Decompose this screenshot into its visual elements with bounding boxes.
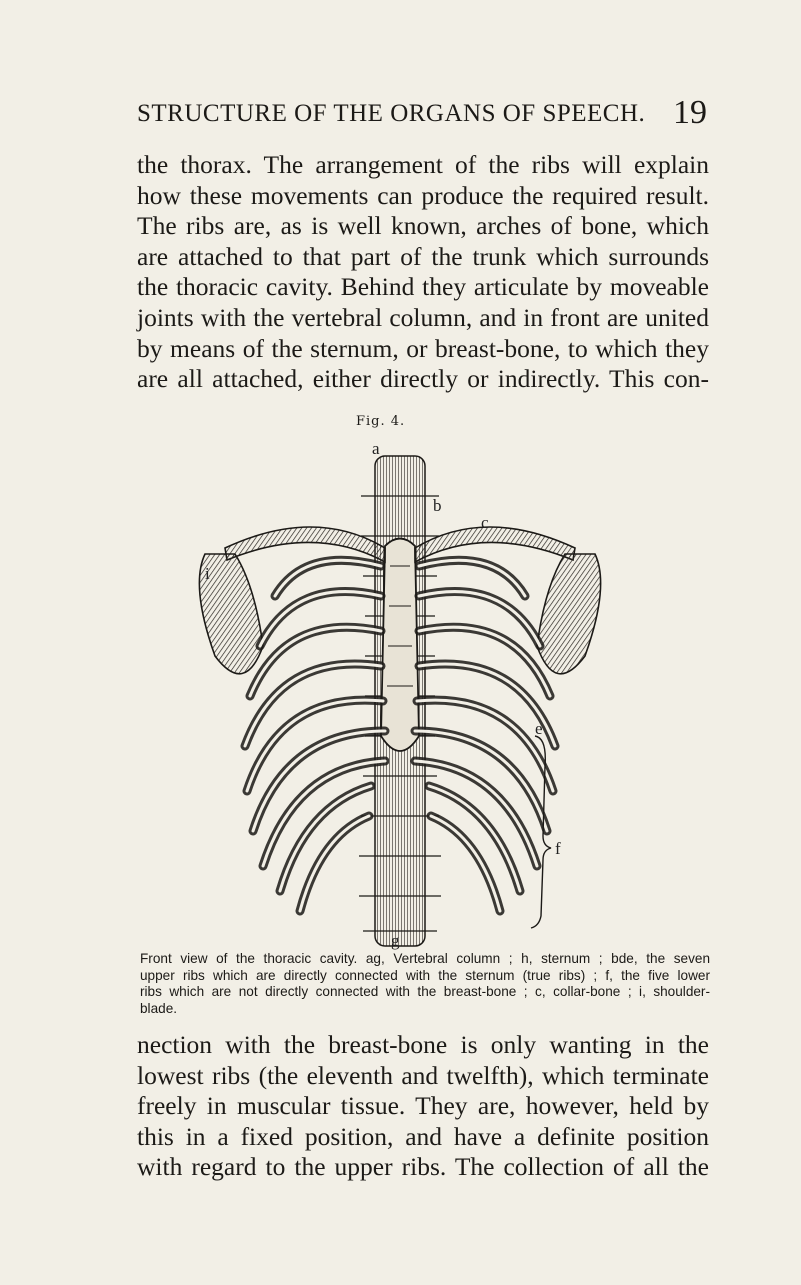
label-b: b [433, 496, 442, 515]
label-g: g [391, 931, 400, 950]
caption-line: blade. [140, 1000, 178, 1016]
text-line: how these movements can produce the required result. [137, 180, 709, 210]
label-i: i [205, 564, 210, 583]
running-header [137, 94, 707, 140]
text-line: lowest ribs (the eleventh and twelfth), which terminate [137, 1060, 709, 1090]
paragraph-bottom [137, 1030, 709, 1183]
thorax-illustration [185, 436, 615, 956]
text-line: the thorax. The arrangement of the ribs will explain [137, 150, 709, 179]
figure-caption [140, 951, 710, 1017]
running-title: STRUCTURE OF THE ORGANS OF SPEECH. [137, 100, 646, 127]
text-line: nection with the breast-bone is only wanting in the [137, 1030, 709, 1059]
label-a: a [372, 439, 380, 458]
caption-line: upper ribs which are directly connected with the sternum (true ribs) ; f, the five lower [140, 967, 710, 983]
text-line: freely in muscular tissue. They are, however, held by [137, 1091, 709, 1121]
text-line: with regard to the upper ribs. The collection of all the [137, 1152, 709, 1182]
text-line: the thoracic cavity. Behind they articulate by moveable [137, 272, 709, 302]
sternum [381, 539, 419, 752]
label-f: f [555, 839, 561, 858]
text-line: are attached to that part of the trunk which surrounds [137, 241, 709, 271]
figure-label: Fig. 4. [356, 414, 406, 429]
label-c: c [481, 513, 489, 532]
text-line: by means of the sternum, or breast-bone, to which they [137, 333, 709, 363]
label-e: e [535, 719, 543, 738]
text-line: this in a fixed position, and have a definite position [137, 1121, 709, 1151]
caption-line: Front view of the thoracic cavity. ag, Vertebral column ; h, sternum ; bde, the seven [140, 951, 710, 966]
caption-line: ribs which are not directly connected with the breast-bone ; c, collar-bone ; i, shoulder- [140, 984, 710, 999]
text-line: joints with the vertebral column, and in front are united [137, 302, 709, 332]
text-line: The ribs are, as is well known, arches of bone, which [137, 211, 709, 241]
text-line: are all attached, either directly or indirectly. This con- [137, 364, 709, 394]
paragraph-top [137, 150, 709, 395]
page-number: 19 [673, 94, 707, 131]
